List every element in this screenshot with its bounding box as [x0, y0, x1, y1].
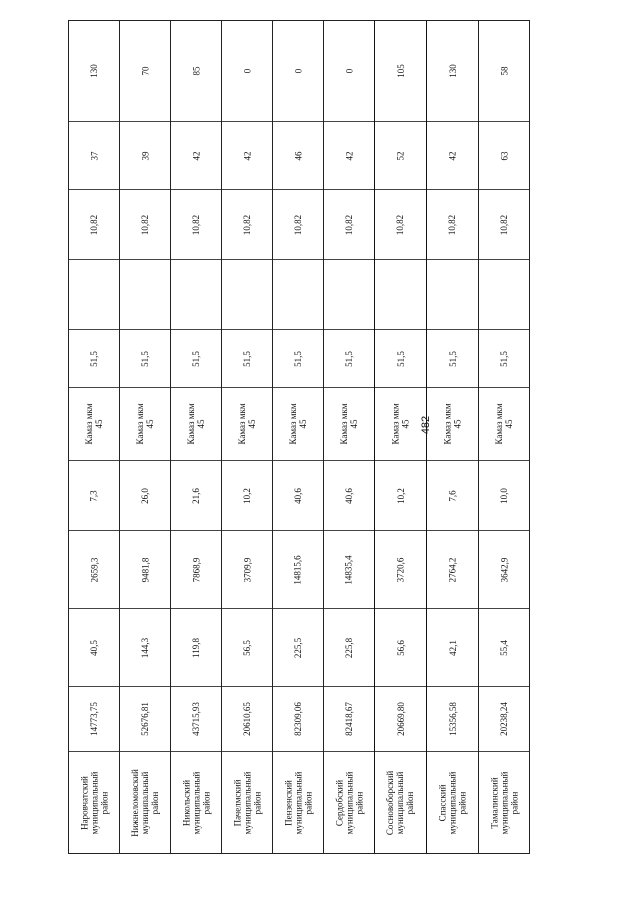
- table-row: [478, 21, 529, 853]
- cell-c2: 55,4: [479, 608, 529, 686]
- cell-c1: 20610,65: [222, 686, 272, 751]
- cell-c7: [375, 259, 426, 329]
- data-table: [68, 20, 530, 854]
- cell-c7: [171, 259, 221, 329]
- cell-vehicle: Камаз мкм 45: [479, 387, 529, 460]
- cell-c8: 10,82: [120, 189, 170, 259]
- cell-c1: 20238,24: [479, 686, 529, 751]
- cell-c6: 51,5: [479, 329, 529, 387]
- cell-c1: 14773,75: [69, 686, 119, 751]
- table-row: [221, 21, 272, 853]
- cell-c10: 0: [344, 68, 354, 74]
- cell-district: Тамалинский муниципальный район: [479, 751, 529, 853]
- cell-vehicle: Камаз мкм 45: [222, 387, 272, 460]
- cell-c10: 0: [242, 68, 252, 74]
- cell-c6: 51,5: [324, 329, 374, 387]
- cell-c8: 10,82: [324, 189, 374, 259]
- cell-vehicle: Камаз мкм 45: [171, 387, 221, 460]
- cell-c9: 37: [69, 121, 119, 189]
- cell-c9: 42: [171, 121, 221, 189]
- cell-c7: [427, 259, 478, 329]
- cell-vehicle: Камаз мкм 45: [120, 387, 170, 460]
- cell-c2: 225,8: [324, 608, 374, 686]
- cell-c3: 14835,4: [324, 530, 374, 608]
- cell-c8: 10,82: [427, 189, 478, 259]
- cell-district: Сердобский муниципальный район: [324, 751, 374, 853]
- cell-c7: [69, 259, 119, 329]
- cell-c1: 82418,67: [324, 686, 374, 751]
- cell-district: Пачелмский муниципальный район: [222, 751, 272, 853]
- table-row: [68, 21, 119, 853]
- cell-c10: 58: [499, 66, 509, 76]
- cell-c9: 42: [427, 121, 478, 189]
- cell-vehicle: Камаз мкм 45: [273, 387, 323, 460]
- cell-c8: 10,82: [222, 189, 272, 259]
- cell-c2: 40,5: [69, 608, 119, 686]
- cell-c8: 10,82: [375, 189, 426, 259]
- cell-c2: 56,6: [375, 608, 426, 686]
- cell-c2: 42,1: [427, 608, 478, 686]
- cell-c3: 3642,9: [479, 530, 529, 608]
- cell-c10: 130: [447, 64, 458, 78]
- cell-c8: 10,82: [479, 189, 529, 259]
- cell-c6: 51,5: [427, 329, 478, 387]
- cell-c7: [479, 259, 529, 329]
- cell-c6: 51,5: [120, 329, 170, 387]
- cell-c8: 10,82: [273, 189, 323, 259]
- cell-district: Наровчатский муниципальный район: [69, 751, 119, 853]
- cell-c4: 26,0: [120, 460, 170, 530]
- cell-c4: 40,6: [324, 460, 374, 530]
- cell-c10: 85: [191, 66, 201, 76]
- cell-c9: 52: [375, 121, 426, 189]
- cell-c9: 39: [120, 121, 170, 189]
- cell-c3: 2764,2: [427, 530, 478, 608]
- cell-c6: 51,5: [171, 329, 221, 387]
- cell-c4: 40,6: [273, 460, 323, 530]
- cell-c3: 3709,9: [222, 530, 272, 608]
- cell-c9: 42: [324, 121, 374, 189]
- cell-vehicle: Камаз мкм 45: [375, 387, 426, 460]
- cell-c8: 10,82: [69, 189, 119, 259]
- cell-c9: 42: [222, 121, 272, 189]
- cell-c6: 51,5: [375, 329, 426, 387]
- cell-c10: 105: [395, 64, 406, 78]
- cell-vehicle: Камаз мкм 45: [427, 387, 478, 460]
- cell-c1: 20669,80: [375, 686, 426, 751]
- cell-c2: 119,8: [171, 608, 221, 686]
- cell-c4: 10,2: [375, 460, 426, 530]
- cell-c1: 43715,93: [171, 686, 221, 751]
- table-row: [119, 21, 170, 853]
- cell-c6: 51,5: [222, 329, 272, 387]
- cell-vehicle: Камаз мкм 45: [324, 387, 374, 460]
- table-row: [426, 21, 478, 853]
- cell-c4: 7,6: [427, 460, 478, 530]
- cell-c7: [222, 259, 272, 329]
- cell-c10: 0: [293, 68, 303, 74]
- cell-district: Никольский муниципальный район: [171, 751, 221, 853]
- cell-c9: 46: [273, 121, 323, 189]
- cell-c9: 63: [479, 121, 529, 189]
- cell-c6: 51,5: [273, 329, 323, 387]
- cell-district: Нижнеломовский муниципальный район: [120, 751, 170, 853]
- cell-c10: 130: [89, 64, 99, 78]
- cell-c4: 7,3: [69, 460, 119, 530]
- cell-c7: [273, 259, 323, 329]
- cell-c2: 56,5: [222, 608, 272, 686]
- table-row: [170, 21, 221, 853]
- cell-c7: [120, 259, 170, 329]
- cell-c6: 51,5: [69, 329, 119, 387]
- page-number: 482: [420, 415, 432, 435]
- cell-c8: 10,82: [171, 189, 221, 259]
- cell-c10: 70: [140, 66, 150, 76]
- table-row: [272, 21, 323, 853]
- cell-c3: 9481,8: [120, 530, 170, 608]
- cell-c3: 2659,3: [69, 530, 119, 608]
- table-row: [323, 21, 374, 853]
- cell-c2: 225,5: [273, 608, 323, 686]
- cell-c7: [324, 259, 374, 329]
- cell-district: Пензенский муниципальный район: [273, 751, 323, 853]
- cell-c4: 10,0: [479, 460, 529, 530]
- cell-c3: 7868,9: [171, 530, 221, 608]
- cell-c1: 15356,58: [427, 686, 478, 751]
- cell-c4: 10,2: [222, 460, 272, 530]
- cell-vehicle: Камаз мкм 45: [69, 387, 119, 460]
- cell-c4: 21,6: [171, 460, 221, 530]
- cell-c1: 82309,06: [273, 686, 323, 751]
- table-row: [374, 21, 426, 853]
- cell-c3: 3720,6: [375, 530, 426, 608]
- cell-c1: 52676,81: [120, 686, 170, 751]
- cell-c3: 14815,6: [273, 530, 323, 608]
- cell-c2: 144,3: [120, 608, 170, 686]
- cell-district: Спасский муниципальный район: [427, 751, 478, 853]
- cell-district: Сосновоборский муниципальный район: [375, 751, 426, 853]
